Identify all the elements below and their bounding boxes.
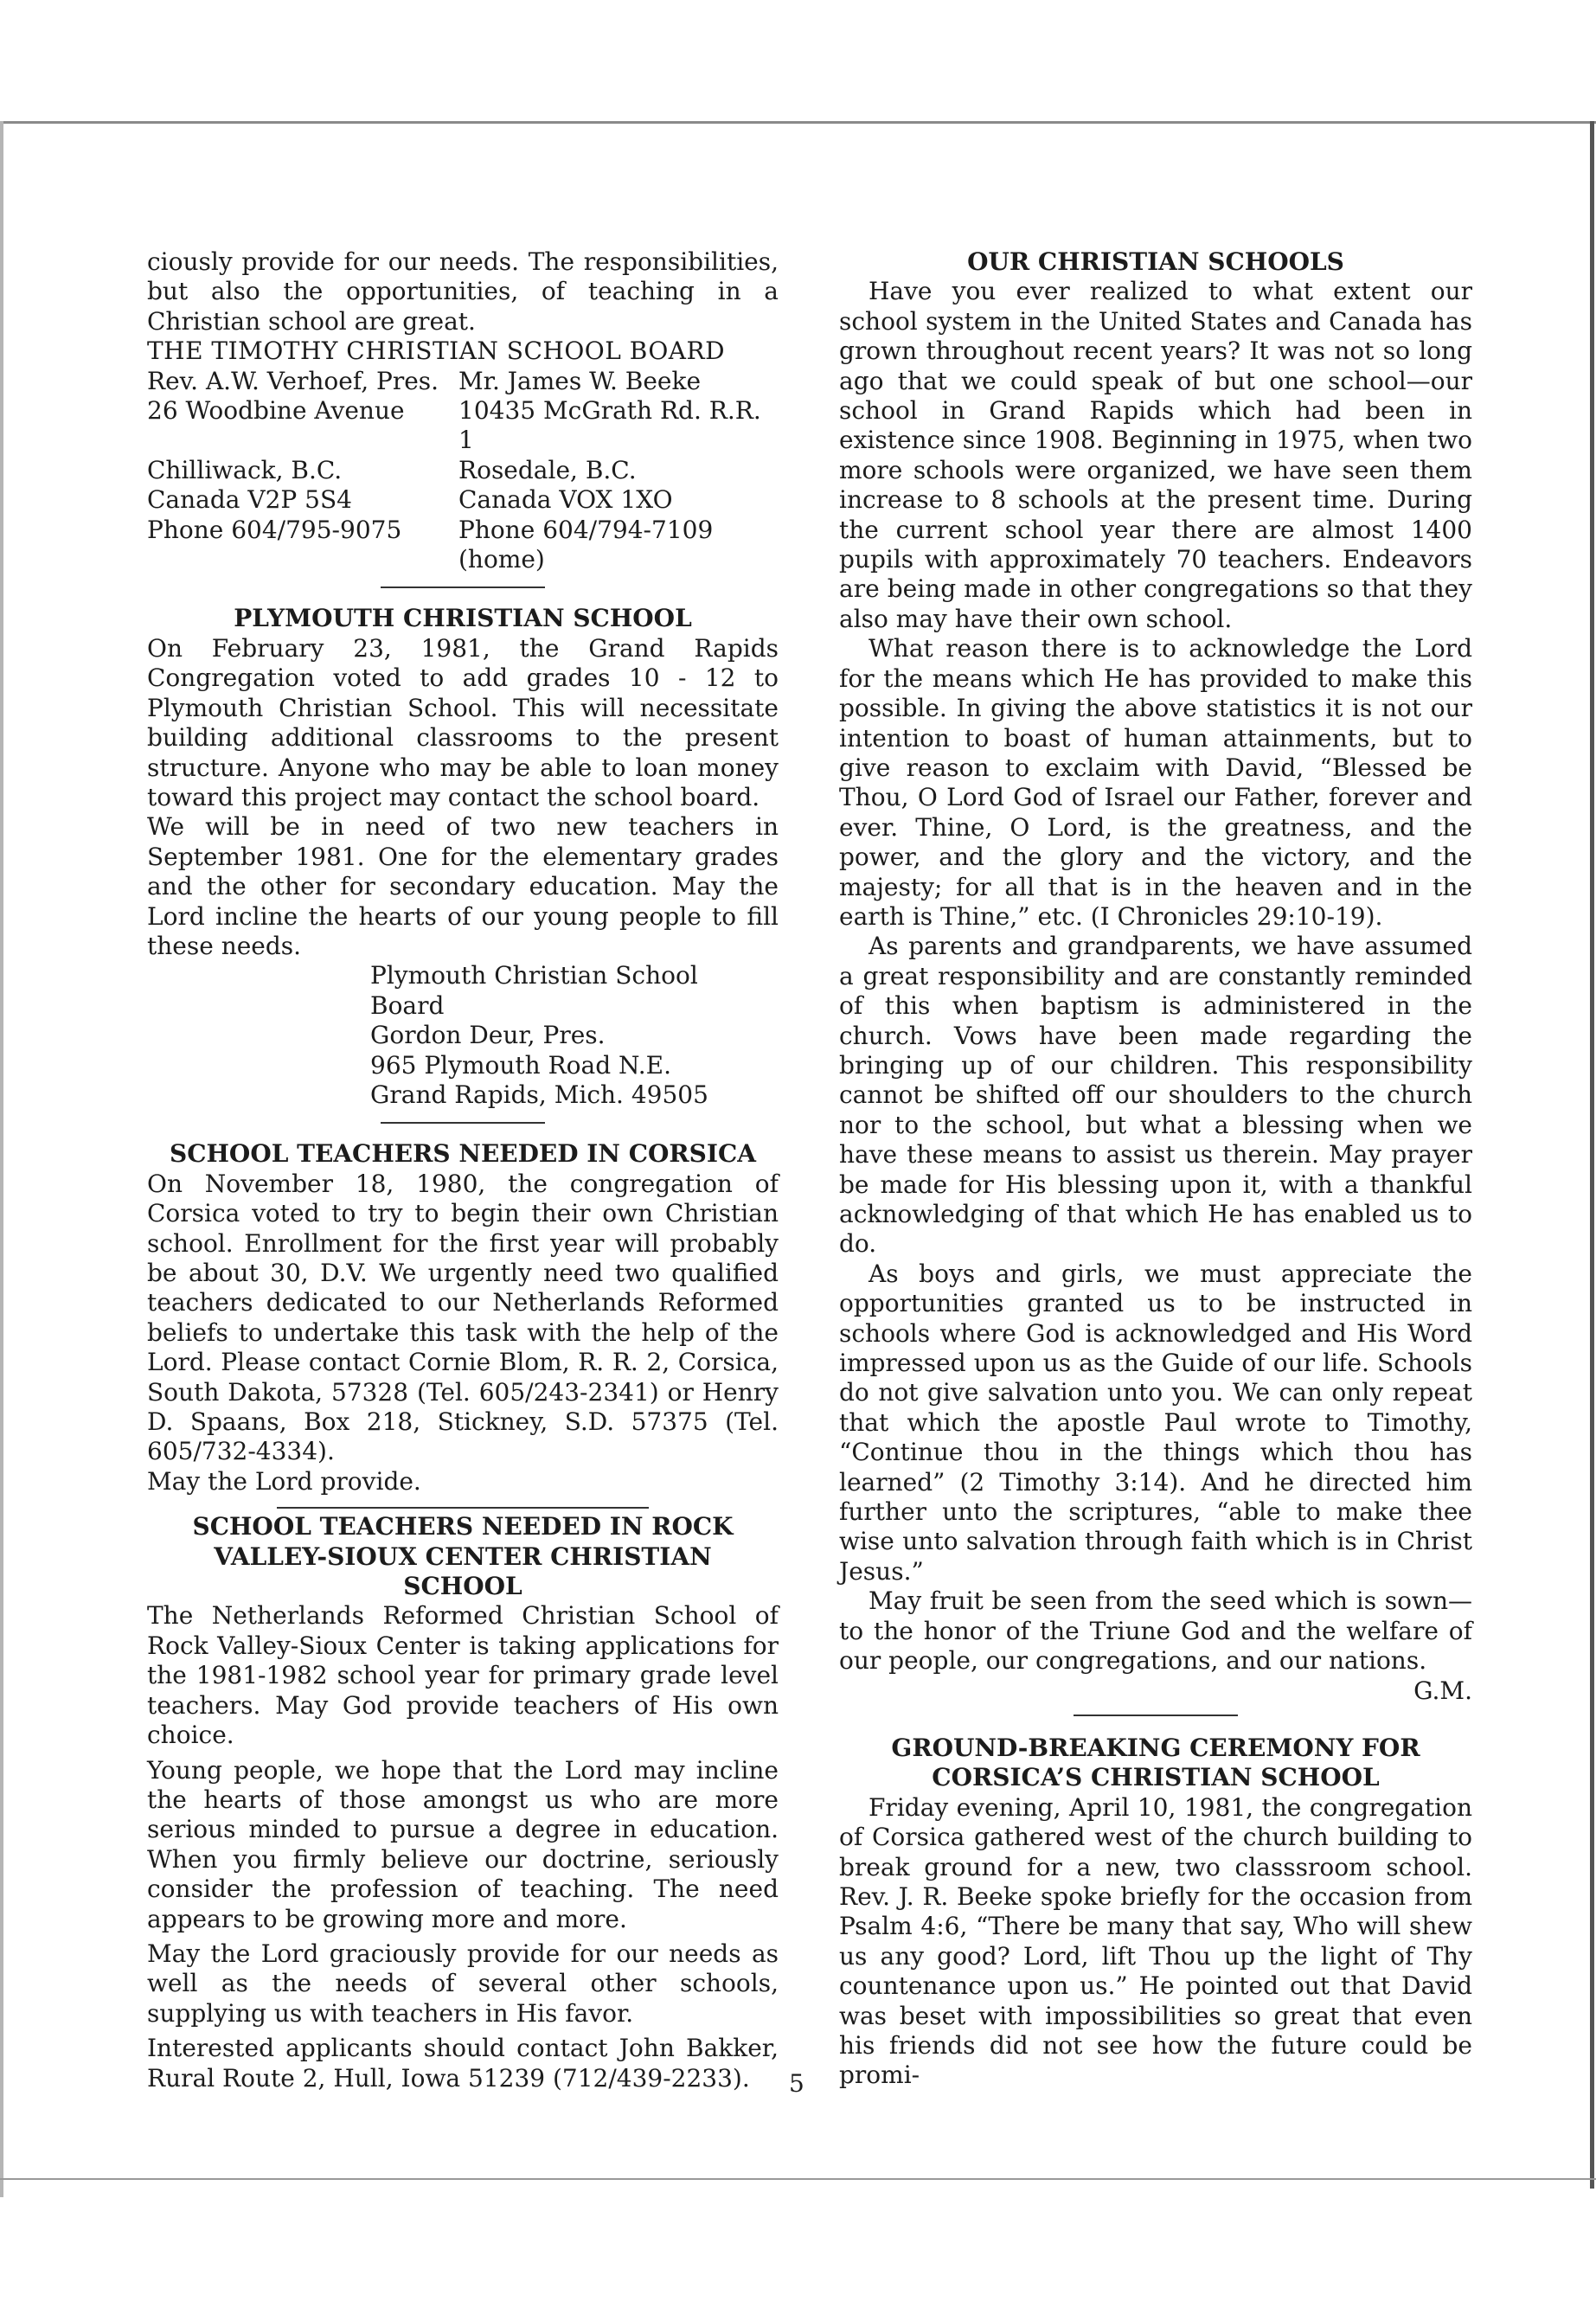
address-right-line: Phone 604/794-7109 (home): [458, 515, 714, 574]
left-column: [147, 247, 779, 2093]
ground-breaking-section: [839, 1734, 1472, 2091]
right-column: [839, 247, 1472, 2091]
section-divider: [381, 586, 545, 588]
signature-line: Plymouth Christian School Board: [370, 961, 698, 1020]
paragraph: As parents and grandparents, we have assumed a great responsibility and are constantly reminded of this when baptism is administered in the church. Vows have been made regarding the bringing up of our children. This responsibility cannot be shifted off our shoulders to the church nor to the school, but what a blessing when we have these means to assist us therein. May prayer be made for His blessing upon it, with a thankful acknowledging of that which He has enabled us to do.: [839, 932, 1472, 1259]
address-left-line: Rev. A.W. Verhoef, Pres.: [147, 366, 439, 395]
paragraph: May the Lord graciously provide for our needs as well as the needs of several other schools, supplying us with teachers in His favor.: [147, 1939, 779, 2028]
paragraph: Friday evening, April 10, 1981, the congregation of Corsica gathered west of the church building to break ground for a new, two classsroom school. Rev. J. R. Beeke spoke briefly for the occasion from Psalm 4:6, “There be many that say, Who will shew us any good? Lord, lift Thou up the light of Thy countenance upon us.” He pointed out that David was beset with impossibilities so great that even his friends did not see how the future could be promi-: [839, 1792, 1472, 2090]
scan-border-top: [0, 121, 1596, 124]
section-divider: [277, 1507, 649, 1509]
address-left-line: Phone 604/795-9075: [147, 515, 402, 544]
address-right-line: Mr. James W. Beeke: [458, 366, 702, 395]
continuation-paragraph: ciously provide for our needs. The responsibilities, but also the opportunities, of teaching in a Christian school are great.: [147, 247, 779, 336]
section-heading: GROUND-BREAKING CEREMONY FOR CORSICA’S CHRISTIAN SCHOOL: [891, 1733, 1420, 1792]
paragraph: As boys and girls, we must appreciate the opportunities granted us to be instructed in schools where God is acknowledged and His Word impressed upon us as the Guide of our life. Schools do not give salvation unto you. We can only repeat that which the apostle Paul wrote to Timothy, “Continue thou in the things which thou has learned” (2 Timothy 3:14). And he directed him further unto the scriptures, “able to make thee wise unto salvation through faith which is in Christ Jesus.”: [839, 1259, 1472, 1586]
paragraph: We will be in need of two new teachers in September 1981. One for the elementary grades and the other for secondary education. May the Lord incline the hearts of our young people to fill these needs.: [147, 812, 779, 960]
plymouth-section: [147, 604, 779, 1110]
our-schools-section: [839, 247, 1472, 1706]
paragraph: The Netherlands Reformed Christian School of Rock Valley-Sioux Center is taking applications for the 1981-1982 school year for primary grade level teachers. May God provide teachers of His own choice.: [147, 1601, 779, 1750]
timothy-section: [147, 247, 779, 574]
paragraph: May the Lord provide.: [147, 1466, 421, 1496]
address-left-line: Canada V2P 5S4: [147, 485, 352, 515]
section-heading: OUR CHRISTIAN SCHOOLS: [967, 247, 1344, 276]
address-left-line: Chilliwack, B.C.: [147, 455, 343, 484]
paragraph: Have you ever realized to what extent our school system in the United States and Canada has grown throughout recent years? It was not so long ago that we could speak of but one school—our school in Grand Rapids which had been in existence since 1908. Beginning in 1975, when two more schools were organized, we have seen them increase to 8 schools at the present time. During the current school year there are almost 1400 pupils with approximately 70 teachers. Endeavors are being made in other congregations so that they also may have their own school.: [839, 277, 1472, 633]
scan-border-right: [1590, 121, 1594, 2189]
page-number: 5: [789, 2069, 804, 2098]
section-divider: [381, 1122, 545, 1124]
board-addresses: [147, 367, 779, 575]
paragraph: On November 18, 1980, the congregation of Corsica voted to try to begin their own Christian school. Enrollment for the first year will probably be about 30, D.V. We urgently need two qualified teachers dedicated to our Netherlands Reformed beliefs to undertake this task with the help of the Lord. Please contact Cornie Blom, R. R. 2, Corsica, South Dakota, 57328 (Tel. 605/243-2341) or Henry D. Spaans, Box 218, Stickney, S.D. 57375 (Tel. 605/732-4334).: [147, 1169, 779, 1466]
paragraph: May fruit be seen from the seed which is sown—to the honor of the Triune God and the welfare of our people, our congregations, and our nations.: [839, 1586, 1472, 1676]
section-divider: [1074, 1715, 1238, 1716]
signature-line: Gordon Deur, Pres.: [370, 1021, 606, 1050]
paragraph: Young people, we hope that the Lord may incline the hearts of those amongst us who are more serious minded to pursue a degree in education. When you firmly believe our doctrine, seriously consider the profession of teaching. The need appears to be growing more and more.: [147, 1755, 779, 1933]
address-right-line: Rosedale, B.C.: [458, 455, 637, 484]
address-left-line: 26 Woodbine Avenue: [147, 396, 405, 426]
scan-border-left: [0, 121, 3, 2197]
paragraph: What reason there is to acknowledge the Lord for the means which He has provided to make this possible. In giving the above statistics it is not our intention to boast of human attainments, but to give reason to exclaim with David, “Blessed be Thou, O Lord God of Israel our Father, forever and ever. Thine, O Lord, is the greatness, and the power, and the glory and the victory, and the majesty; for all that is in the heaven and in the earth is Thine,” etc. (I Chronicles 29:10-19).: [839, 634, 1472, 931]
author-signature: G.M.: [1413, 1676, 1472, 1705]
plymouth-signature: [370, 961, 779, 1110]
address-right-line: 10435 McGrath Rd. R.R. 1: [458, 396, 761, 455]
signature-line: Grand Rapids, Mich. 49505: [370, 1080, 708, 1109]
section-heading: PLYMOUTH CHRISTIAN SCHOOL: [234, 604, 692, 633]
section-heading: SCHOOL TEACHERS NEEDED IN CORSICA: [169, 1139, 757, 1169]
paragraph: Interested applicants should contact John Bakker, Rural Route 2, Hull, Iowa 51239 (712/439-2233).: [147, 2034, 779, 2093]
corsica-section: [147, 1139, 779, 1497]
address-right-line: Canada VOX 1XO: [458, 485, 673, 515]
signature-line: 965 Plymouth Road N.E.: [370, 1050, 671, 1080]
board-title: THE TIMOTHY CHRISTIAN SCHOOL BOARD: [147, 336, 726, 366]
section-heading: SCHOOL TEACHERS NEEDED IN ROCK VALLEY-SIOUX CENTER CHRISTIAN SCHOOL: [192, 1512, 734, 1601]
scan-border-bottom: [0, 2178, 1596, 2180]
rock-valley-section: [147, 1512, 779, 2093]
paragraph: On February 23, 1981, the Grand Rapids Congregation voted to add grades 10 - 12 to Plymouth Christian School. This will necessitate building additional classrooms to the present structure. Anyone who may be able to loan money toward this project may contact the school board.: [147, 633, 779, 811]
